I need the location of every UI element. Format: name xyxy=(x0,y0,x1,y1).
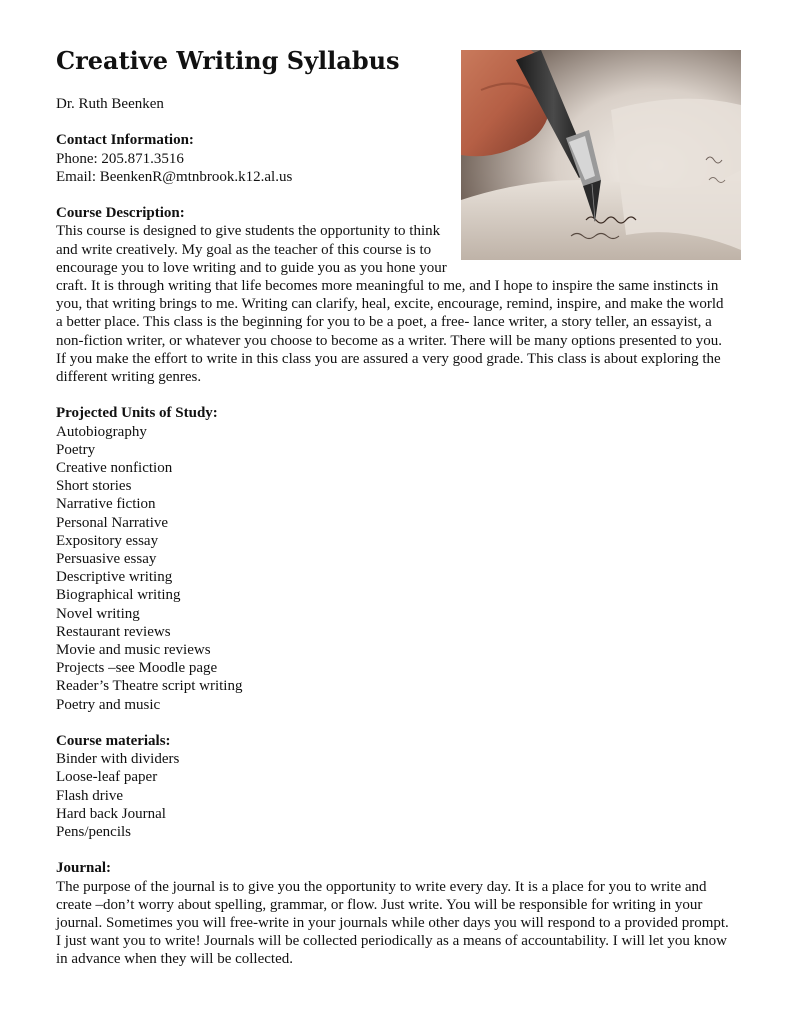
unit-item: Creative nonfiction xyxy=(56,460,173,477)
unit-item: Autobiography xyxy=(56,423,147,440)
units-list xyxy=(56,423,732,714)
syllabus-body xyxy=(56,95,732,969)
contact-heading: Contact Information: xyxy=(56,132,194,149)
material-item: Pens/pencils xyxy=(56,824,131,841)
unit-item: Reader’s Theatre script writing xyxy=(56,678,243,695)
units-heading: Projected Units of Study: xyxy=(56,405,218,422)
unit-item: Persuasive essay xyxy=(56,551,157,568)
unit-item: Projects –see Moodle page xyxy=(56,660,218,677)
teacher-name: Dr. Ruth Beenken xyxy=(56,96,164,112)
material-item: Loose-leaf paper xyxy=(56,769,158,786)
materials-heading: Course materials: xyxy=(56,733,171,750)
unit-item: Personal Narrative xyxy=(56,514,169,531)
unit-item: Biographical writing xyxy=(56,587,181,604)
unit-item: Expository essay xyxy=(56,532,159,549)
unit-item: Novel writing xyxy=(56,605,140,622)
journal-heading: Journal: xyxy=(56,860,112,877)
contact-phone: Phone: 205.871.3516 xyxy=(56,150,184,167)
material-item: Flash drive xyxy=(56,787,124,804)
unit-item: Descriptive writing xyxy=(56,569,173,586)
unit-item: Movie and music reviews xyxy=(56,642,211,659)
description-heading: Course Description: xyxy=(56,205,185,222)
description-text: This course is designed to give students the opportunity to think and write creatively. My goal as the teacher of this course is to encourage you to love writing and to guide you as you hone your craft. It is through writing that life becomes more meaningful to me, and I hope to inspire the same instincts in you, that writing brings to me. Writing can clarify, heal, excite, encourage, remind, inspire, and make the world a better place. This class is the beginning for you to be a poet, a free- lance writer, a story teller, an essayist, a non-fiction writer, or whatever you choose to become as a writer. There will be many options presented to you. If you make the effort to write in this class you are assured a very good grade. This class is about exploring the different writing genres. xyxy=(56,223,724,386)
unit-item: Restaurant reviews xyxy=(56,623,171,640)
contact-email: Email: BeenkenR@mtnbrook.k12.al.us xyxy=(56,168,293,185)
unit-item: Short stories xyxy=(56,478,132,495)
page-title: Creative Writing Syllabus xyxy=(56,46,400,75)
journal-text: The purpose of the journal is to give you the opportunity to write every day. It is a place for you to write and create –don’t worry about spelling, grammar, or flow. Just write. You will be responsible for writing in your journal. Sometimes you will free-write in your journals while other days you will respond to a provided prompt. I just want you to write! Journals will be collected periodically as a means of accountability. I will let you know in advance when they will be collected. xyxy=(56,878,729,968)
material-item: Hard back Journal xyxy=(56,805,166,822)
material-item: Binder with dividers xyxy=(56,751,180,768)
unit-item: Narrative fiction xyxy=(56,496,156,513)
photo-wrap-spacer xyxy=(447,95,732,260)
unit-item: Poetry xyxy=(56,441,96,458)
unit-item: Poetry and music xyxy=(56,696,161,713)
materials-list xyxy=(56,750,732,841)
